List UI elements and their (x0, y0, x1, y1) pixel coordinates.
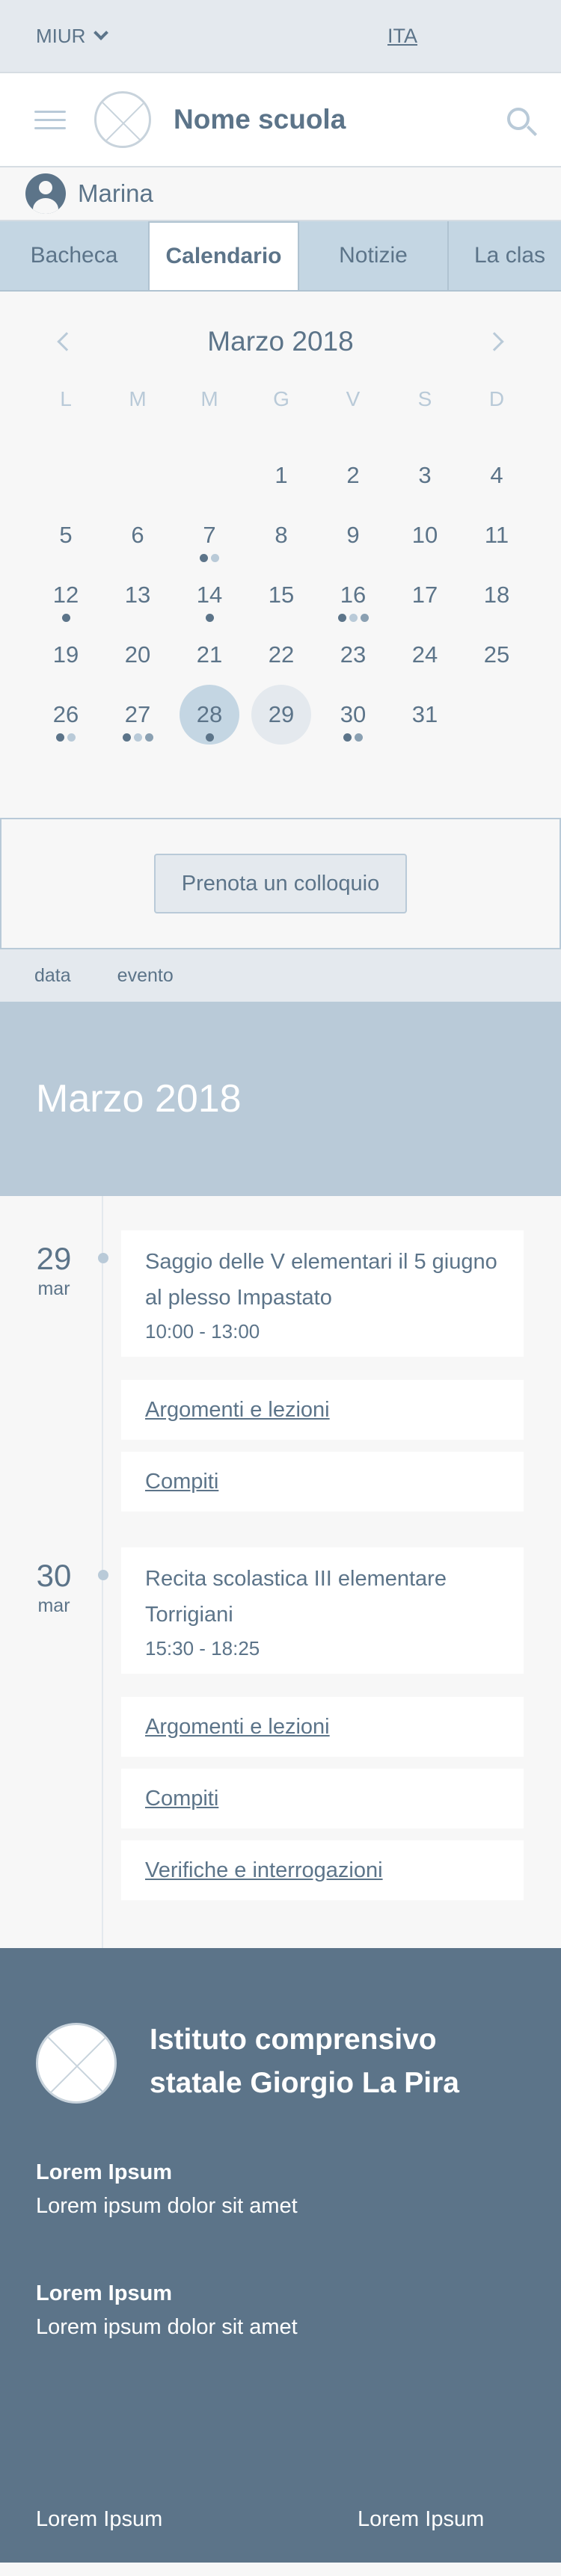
calendar-day-number: 9 (346, 522, 360, 548)
event-title: Saggio delle V elementari il 5 giugno al plesso Impastato (145, 1250, 497, 1310)
event-month: mar (37, 1278, 70, 1299)
calendar-day-number: 11 (484, 522, 509, 548)
event-dot (56, 733, 64, 742)
calendar-day-number: 30 (340, 701, 367, 727)
footer-block-text: Lorem ipsum dolor sit amet (36, 2194, 298, 2218)
calendar-day[interactable] (323, 565, 383, 625)
timeline-dot (98, 1253, 108, 1263)
weekday-label: M (129, 387, 147, 410)
calendar-title: Marzo 2018 (207, 326, 354, 357)
tab-bacheca[interactable]: Bacheca (0, 221, 150, 290)
chevron-down-icon (94, 25, 109, 40)
weekday-label: D (488, 387, 505, 410)
event-dot (349, 614, 358, 622)
footer-block-heading: Lorem Ipsum (36, 2281, 173, 2305)
calendar-header (0, 320, 561, 365)
calendar-day[interactable] (323, 446, 383, 505)
calendar-day-number: 20 (124, 641, 151, 668)
event-indicator (323, 733, 383, 742)
calendar-day-number: 29 (268, 701, 295, 727)
event-card[interactable] (121, 1230, 524, 1357)
calendar-day[interactable] (467, 446, 527, 505)
footer-link[interactable]: Lorem Ipsum (358, 2507, 485, 2531)
event-dot (67, 733, 76, 742)
calendar-day[interactable] (108, 505, 168, 565)
calendar-day[interactable] (323, 625, 383, 685)
event-time: 15:30 - 18:25 (145, 1637, 260, 1660)
event-dot (123, 733, 131, 742)
calendar-day[interactable] (180, 685, 239, 745)
event-dot (200, 554, 208, 562)
user-bar (0, 167, 561, 221)
calendar-day-number: 2 (346, 462, 360, 488)
event-dot (355, 733, 363, 742)
event-dot (343, 733, 352, 742)
event-indicator (36, 733, 96, 742)
calendar-day[interactable] (395, 565, 455, 625)
timeline-dot (98, 1570, 108, 1580)
search-icon[interactable] (507, 108, 530, 130)
calendar-day-number: 14 (196, 582, 223, 608)
event-link-lessons[interactable]: Argomenti e lezioni (121, 1697, 524, 1757)
calendar-day[interactable] (108, 565, 168, 625)
footer-block-heading: Lorem Ipsum (36, 2160, 173, 2184)
calendar-day[interactable] (36, 625, 96, 685)
event-day: 29 (36, 1241, 72, 1276)
calendar-day-number: 7 (203, 522, 216, 548)
footer-block (36, 2281, 298, 2340)
org-selector[interactable] (36, 25, 106, 48)
event-list (0, 1196, 561, 1948)
menu-icon[interactable] (34, 111, 66, 129)
calendar-day-number: 10 (411, 522, 438, 548)
footer-link[interactable]: Lorem Ipsum (36, 2507, 163, 2531)
event-dot (211, 554, 219, 562)
school-logo (94, 91, 151, 148)
weekday-label: S (417, 387, 432, 410)
calendar-day-number: 3 (418, 462, 432, 488)
calendar-day-number: 19 (52, 641, 79, 668)
event-link-lessons[interactable]: Argomenti e lezioni (121, 1380, 524, 1440)
event-title: Recita scolastica III elementare Torrigiani (145, 1567, 447, 1627)
calendar-day-number: 15 (268, 582, 295, 608)
calendar-day[interactable] (180, 625, 239, 685)
calendar-day[interactable] (251, 625, 311, 685)
institute-name: Istituto comprensivo statale Giorgio La Pira (150, 2024, 459, 2099)
event-day: 30 (36, 1558, 72, 1593)
event-dot (145, 733, 153, 742)
month-banner: Marzo 2018 (0, 1002, 561, 1196)
school-name: Nome scuola (174, 104, 346, 135)
calendar-day-number: 31 (411, 701, 438, 727)
calendar-day[interactable] (251, 505, 311, 565)
event-date (31, 1558, 76, 1617)
booking-section (0, 818, 561, 949)
calendar-day[interactable] (395, 625, 455, 685)
event-indicator (36, 614, 96, 622)
book-meeting-button[interactable]: Prenota un colloquio (154, 854, 407, 913)
event-indicator (108, 733, 168, 742)
column-data[interactable]: data (34, 964, 71, 986)
org-label: MIUR (36, 24, 86, 47)
calendar-day-number: 6 (131, 522, 144, 548)
calendar-day[interactable] (36, 505, 96, 565)
calendar-day[interactable] (467, 505, 527, 565)
event-link-homework[interactable]: Compiti (121, 1452, 524, 1512)
calendar-day-number: 26 (52, 701, 79, 727)
institute-logo (36, 2023, 117, 2104)
calendar-day-number: 13 (124, 582, 151, 608)
calendar-day-number: 24 (411, 641, 438, 668)
footer (0, 1948, 561, 2563)
event-link-tests[interactable]: Verifiche e interrogazioni (121, 1840, 524, 1900)
event-indicator (180, 733, 239, 742)
calendar-day-number: 23 (340, 641, 367, 668)
weekday-label: M (200, 387, 218, 410)
calendar-day-number: 18 (483, 582, 510, 608)
calendar-day-number: 4 (490, 462, 503, 488)
calendar-day-number: 17 (411, 582, 438, 608)
event-dot (338, 614, 346, 622)
tab-notizie[interactable]: Notizie (299, 221, 449, 290)
list-header (0, 949, 561, 1002)
event-indicator (323, 614, 383, 622)
footer-block (36, 2160, 298, 2219)
calendar-day-number: 21 (196, 641, 223, 668)
event-indicator (180, 614, 239, 622)
column-evento[interactable]: evento (117, 964, 174, 986)
user-name: Marina (78, 179, 153, 207)
calendar-day[interactable] (251, 446, 311, 505)
calendar-day[interactable] (251, 565, 311, 625)
event-month: mar (37, 1595, 70, 1616)
weekday-label: V (346, 387, 361, 410)
weekday-label: G (273, 387, 289, 410)
calendar-day[interactable] (467, 625, 527, 685)
tab-calendario[interactable]: Calendario (150, 221, 299, 290)
event-dot (361, 614, 369, 622)
calendar-day[interactable] (323, 505, 383, 565)
calendar-day[interactable] (251, 685, 311, 745)
event-dot (62, 614, 70, 622)
event-time: 10:00 - 13:00 (145, 1320, 260, 1343)
calendar-day-number: 25 (483, 641, 510, 668)
app-header (0, 72, 561, 167)
event-link-homework[interactable]: Compiti (121, 1769, 524, 1828)
calendar-day-number: 12 (52, 582, 79, 608)
calendar-day[interactable] (180, 565, 239, 625)
avatar[interactable] (25, 173, 66, 214)
event-dot (134, 733, 142, 742)
calendar-day[interactable] (395, 685, 455, 745)
event-date (31, 1241, 76, 1300)
event-dot (206, 614, 214, 622)
calendar-day[interactable] (180, 505, 239, 565)
calendar-day[interactable] (108, 685, 168, 745)
calendar-day[interactable] (36, 685, 96, 745)
month-calendar (0, 292, 561, 818)
calendar-day-number: 28 (196, 701, 223, 727)
calendar-day[interactable] (395, 505, 455, 565)
weekday-label: L (60, 387, 72, 410)
main-tabs (0, 221, 561, 292)
event-dot (206, 733, 214, 742)
tab-la-classe[interactable]: La clas (474, 243, 546, 268)
calendar-day[interactable] (467, 565, 527, 625)
calendar-day-number: 5 (59, 522, 73, 548)
event-card[interactable] (121, 1547, 524, 1674)
calendar-day-number: 1 (275, 462, 288, 488)
top-bar (0, 0, 561, 72)
language-link[interactable]: ITA (387, 24, 417, 47)
calendar-day[interactable] (395, 446, 455, 505)
calendar-day-number: 27 (124, 701, 151, 727)
calendar-day-number: 16 (340, 582, 367, 608)
calendar-day-number: 22 (268, 641, 295, 668)
event-indicator (180, 554, 239, 562)
calendar-day-number: 8 (275, 522, 288, 548)
calendar-day[interactable] (323, 685, 383, 745)
footer-block-text: Lorem ipsum dolor sit amet (36, 2315, 298, 2339)
calendar-day[interactable] (36, 565, 96, 625)
calendar-day[interactable] (108, 625, 168, 685)
